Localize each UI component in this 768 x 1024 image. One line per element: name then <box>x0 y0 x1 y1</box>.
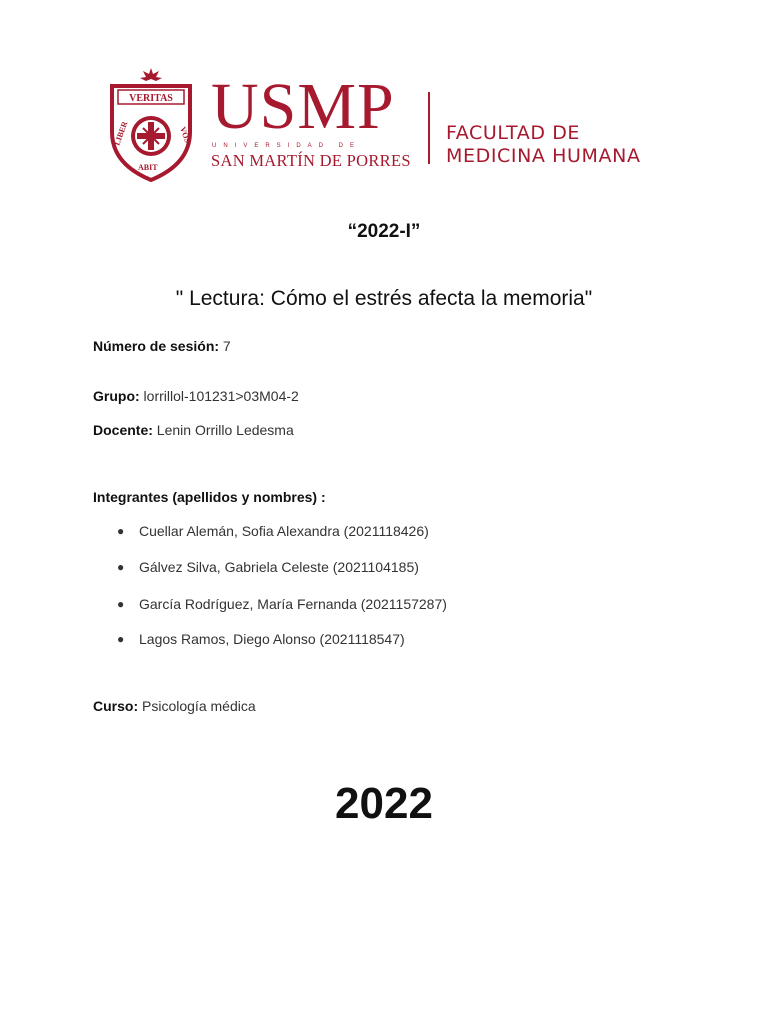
university-seal-icon <box>108 66 194 182</box>
session-value: 7 <box>222 338 231 354</box>
bullet-icon: ● <box>117 632 125 646</box>
document-year: 2022 <box>335 779 433 828</box>
logo-faculty-line2: MEDICINA HUMANA <box>446 145 641 167</box>
course-label: Curso: <box>93 698 139 714</box>
bullet-icon: ● <box>117 597 125 611</box>
member-name: Lagos Ramos, Diego Alonso (2021118547) <box>139 631 405 647</box>
svg-text:VOS: VOS <box>178 125 193 144</box>
svg-text:ABIT: ABIT <box>138 163 158 172</box>
teacher-value: Lenin Orrillo Ledesma <box>156 422 294 438</box>
session-label: Número de sesión: <box>93 338 220 354</box>
member-name: Cuellar Alemán, Sofia Alexandra (2021118426) <box>139 523 429 539</box>
members-field <box>93 489 326 505</box>
group-label: Grupo: <box>93 388 140 404</box>
teacher-label: Docente: <box>93 422 153 438</box>
member-name: García Rodríguez, María Fernanda (2021157287) <box>139 596 447 612</box>
academic-term: “2022-I” <box>347 221 421 242</box>
document-title: " Lectura: Cómo el estrés afecta la memoria" <box>175 287 593 310</box>
group-value: lorrillol-101231>03M04-2 <box>143 388 299 404</box>
logo-faculty-line1: FACULTAD DE <box>446 122 581 144</box>
course-field <box>93 698 256 714</box>
logo-university-line: UNIVERSIDAD DE <box>212 143 362 149</box>
session-field <box>93 338 231 354</box>
bullet-icon: ● <box>117 560 125 574</box>
teacher-field <box>93 422 294 438</box>
bullet-icon: ● <box>117 524 125 538</box>
course-value: Psicología médica <box>142 698 256 714</box>
group-field <box>93 388 299 404</box>
members-heading: Integrantes (apellidos y nombres) : <box>93 489 326 505</box>
logo-divider <box>428 92 430 164</box>
logo-wordmark: USMP <box>211 70 395 143</box>
svg-text:VERITAS: VERITAS <box>129 93 173 104</box>
svg-text:LIBER: LIBER <box>112 120 130 147</box>
logo-university-name: SAN MARTÍN DE PORRES <box>211 151 411 170</box>
member-name: Gálvez Silva, Gabriela Celeste (2021104185) <box>139 559 419 575</box>
university-logo <box>108 66 668 184</box>
